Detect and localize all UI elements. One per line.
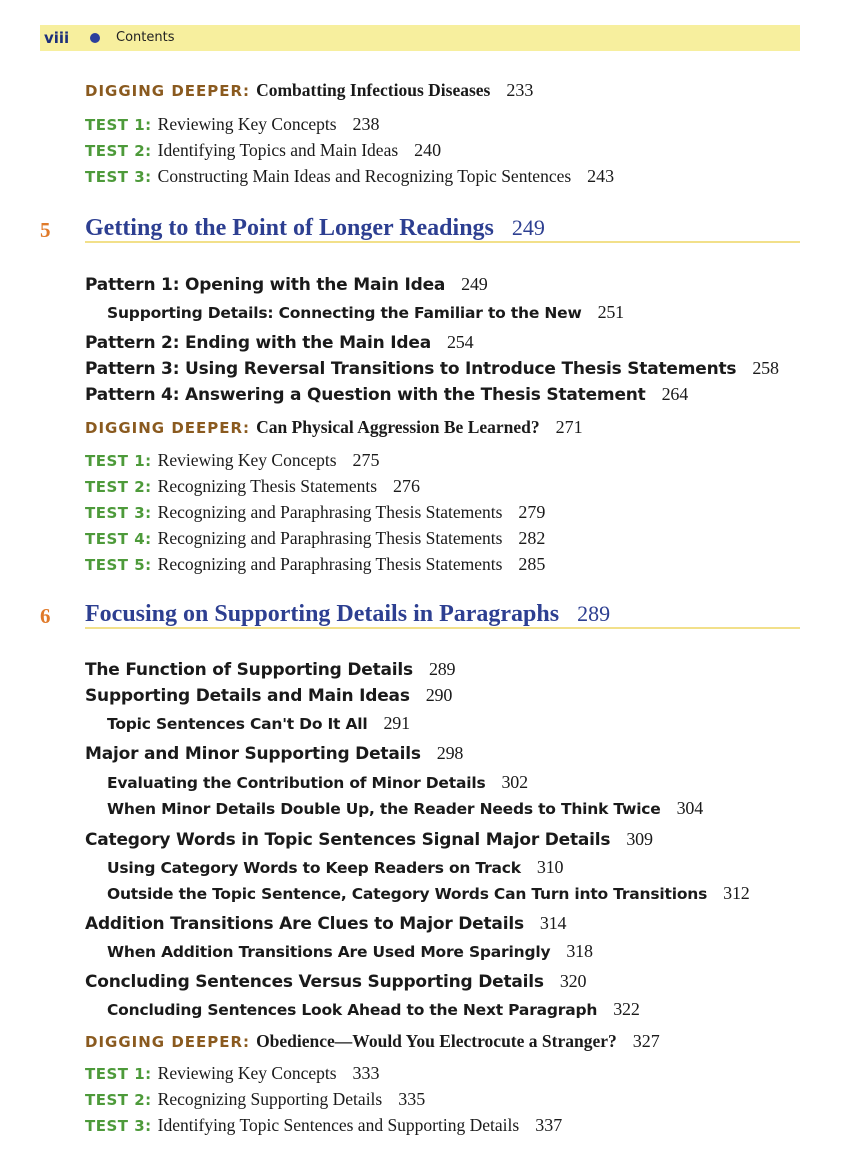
digging-deeper-entry: DIGGING DEEPER: Can Physical Aggression Be Learned? 271 xyxy=(85,417,583,437)
page-number: viii xyxy=(44,29,70,47)
toc-entry: Pattern 1: Opening with the Main Idea 249 xyxy=(85,274,488,295)
toc-entry: Major and Minor Supporting Details 298 xyxy=(85,743,464,764)
toc-subentry: Supporting Details: Connecting the Familiar to the New 251 xyxy=(107,302,624,322)
chapter-number: 6 xyxy=(40,604,51,628)
toc-subentry: Topic Sentences Can't Do It All 291 xyxy=(107,713,410,733)
digging-deeper-entry: DIGGING DEEPER: Combatting Infectious Diseases 233 xyxy=(85,80,534,100)
test-entry: TEST 4: Recognizing and Paraphrasing Thesis Statements 282 xyxy=(85,528,546,548)
test-entry: TEST 2: Identifying Topics and Main Ideas 240 xyxy=(85,140,442,160)
test-entry: TEST 3: Recognizing and Paraphrasing Thesis Statements 279 xyxy=(85,502,546,522)
chapter-divider xyxy=(85,241,800,243)
test-entry: TEST 1: Reviewing Key Concepts 238 xyxy=(85,114,380,134)
toc-subentry: When Addition Transitions Are Used More Sparingly 318 xyxy=(107,941,593,961)
toc-entry: Addition Transitions Are Clues to Major Details 314 xyxy=(85,913,567,934)
chapter-title: Getting to the Point of Longer Readings 249 xyxy=(85,215,545,241)
chapter-title: Focusing on Supporting Details in Paragraphs 289 xyxy=(85,601,611,627)
test-entry: TEST 2: Recognizing Supporting Details 335 xyxy=(85,1089,426,1109)
bullet-dot-icon xyxy=(90,33,100,43)
toc-entry: Pattern 3: Using Reversal Transitions to Introduce Thesis Statements 258 xyxy=(85,358,779,379)
chapter-number: 5 xyxy=(40,218,51,242)
test-entry: TEST 2: Recognizing Thesis Statements 276 xyxy=(85,476,421,496)
test-entry: TEST 1: Reviewing Key Concepts 275 xyxy=(85,450,380,470)
toc-subentry: Outside the Topic Sentence, Category Words Can Turn into Transitions 312 xyxy=(107,883,750,903)
test-entry: TEST 1: Reviewing Key Concepts 333 xyxy=(85,1063,380,1083)
toc-entry: The Function of Supporting Details 289 xyxy=(85,659,456,680)
digging-deeper-entry: DIGGING DEEPER: Obedience—Would You Electrocute a Stranger? 327 xyxy=(85,1031,660,1051)
chapter-divider xyxy=(85,627,800,629)
section-label: Contents xyxy=(116,30,175,45)
toc-subentry: Using Category Words to Keep Readers on Track 310 xyxy=(107,857,564,877)
toc-entry: Category Words in Topic Sentences Signal Major Details 309 xyxy=(85,829,653,850)
toc-entry: Pattern 2: Ending with the Main Idea 254 xyxy=(85,332,474,353)
toc-entry: Supporting Details and Main Ideas 290 xyxy=(85,685,453,706)
test-entry: TEST 5: Recognizing and Paraphrasing Thesis Statements 285 xyxy=(85,554,546,574)
test-entry: TEST 3: Constructing Main Ideas and Recognizing Topic Sentences 243 xyxy=(85,166,615,186)
toc-entry: Pattern 4: Answering a Question with the Thesis Statement 264 xyxy=(85,384,689,405)
test-entry: TEST 3: Identifying Topic Sentences and Supporting Details 337 xyxy=(85,1115,563,1135)
toc-subentry: Evaluating the Contribution of Minor Details 302 xyxy=(107,772,528,792)
toc-subentry: When Minor Details Double Up, the Reader Needs to Think Twice 304 xyxy=(107,798,704,818)
toc-entry: Concluding Sentences Versus Supporting Details 320 xyxy=(85,971,587,992)
toc-subentry: Concluding Sentences Look Ahead to the Next Paragraph 322 xyxy=(107,999,640,1019)
